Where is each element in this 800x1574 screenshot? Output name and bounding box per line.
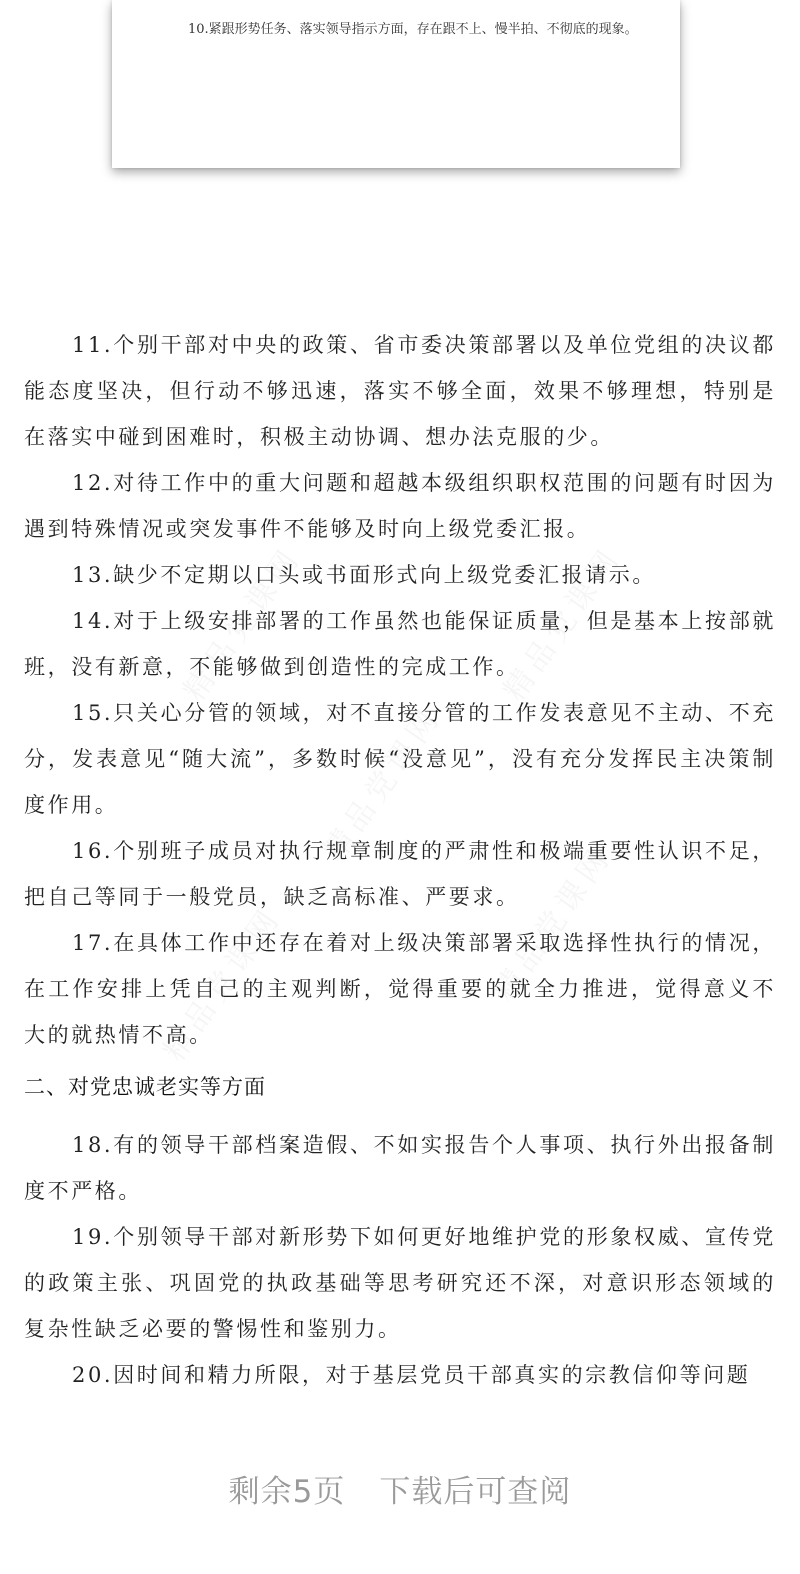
download-prompt[interactable] bbox=[0, 1466, 800, 1511]
item-12: 12.对待工作中的重大问题和超越本级组织职权范围的问题有时因为遇到特殊情况或突发事件不能够及时向上级党委汇报。 bbox=[24, 471, 776, 541]
item-13: 13.缺少不定期以口头或书面形式向上级党委汇报请示。 bbox=[72, 563, 656, 587]
document-body bbox=[24, 322, 776, 1398]
preview-item-10: 10.紧跟形势任务、落实领导指示方面，存在跟不上、慢半拍、不彻底的现象。 bbox=[188, 22, 638, 37]
item-18: 18.有的领导干部档案造假、不如实报告个人事项、执行外出报备制度不严格。 bbox=[24, 1133, 776, 1203]
item-11: 11.个别干部对中央的政策、省市委决策部署以及单位党组的决议都能态度坚决，但行动不够迅速，落实不够全面，效果不够理想，特别是在落实中碰到困难时，积极主动协调、想办法克服的少。 bbox=[24, 333, 776, 449]
remaining-pages-label: 剩余5页 bbox=[228, 1474, 346, 1510]
item-16: 16.个别班子成员对执行规章制度的严肃性和极端重要性认识不足，把自己等同于一般党员，缺乏高标准、严要求。 bbox=[24, 839, 776, 909]
item-19: 19.个别领导干部对新形势下如何更好地维护党的形象权威、宣传党的政策主张、巩固党的执政基础等思考研究还不深，对意识形态领域的复杂性缺乏必要的警惕性和鉴别力。 bbox=[24, 1225, 776, 1341]
watermark: 精品党课网 bbox=[486, 840, 619, 1008]
watermark: 精品党课网 bbox=[316, 700, 449, 868]
item-15: 15.只关心分管的领域，对不直接分管的工作发表意见不主动、不充分，发表意见“随大流”，多数时候“没意见”，没有充分发挥民主决策制度作用。 bbox=[24, 701, 776, 817]
item-17: 17.在具体工作中还存在着对上级决策部署采取选择性执行的情况，在工作安排上凭自己的主观判断，觉得重要的就全力推进，觉得意义不大的就热情不高。 bbox=[24, 931, 776, 1047]
download-to-view-label: 下载后可查阅 bbox=[379, 1474, 572, 1510]
previous-page-preview bbox=[112, 0, 680, 168]
watermark: 精品党课网 bbox=[496, 540, 629, 708]
watermark: 精品党课网 bbox=[176, 540, 309, 708]
watermark: 精品党课网 bbox=[156, 900, 289, 1068]
section-heading: 二、对党忠诚老实等方面 bbox=[24, 1075, 266, 1099]
item-14: 14.对于上级安排部署的工作虽然也能保证质量，但是基本上按部就班，没有新意，不能够做到创造性的完成工作。 bbox=[24, 609, 776, 679]
item-20: 20.因时间和精力所限，对于基层党员干部真实的宗教信仰等问题 bbox=[72, 1363, 751, 1387]
